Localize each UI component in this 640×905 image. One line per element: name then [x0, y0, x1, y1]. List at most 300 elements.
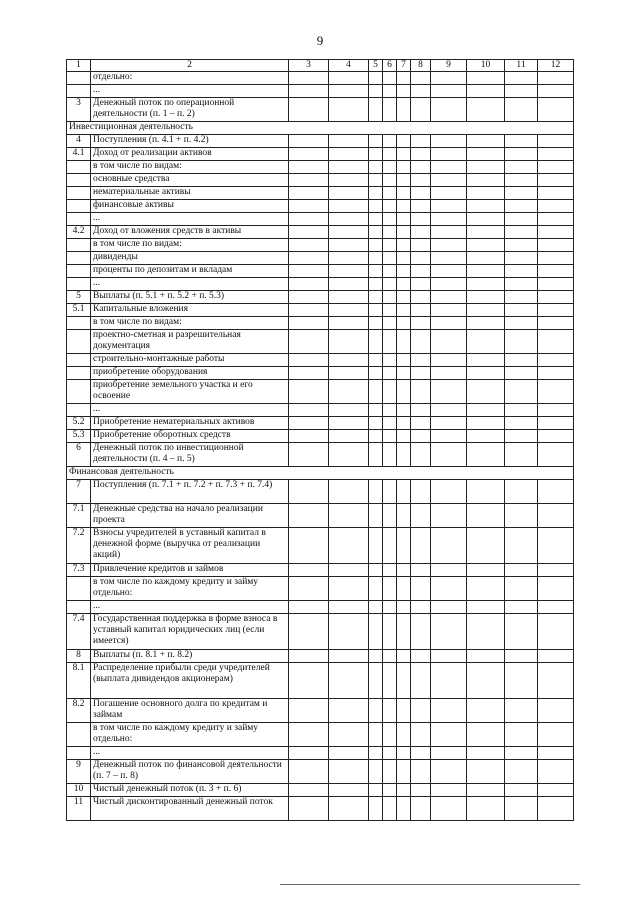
value-cell: [431, 239, 467, 252]
value-cell: [383, 504, 397, 528]
value-cell: [411, 417, 431, 430]
value-cell: [538, 577, 574, 601]
value-cell: [411, 200, 431, 213]
value-cell: [369, 601, 383, 614]
row-label: Распределение прибыли среди учредителей (выплата дивидендов акционерам): [91, 663, 289, 699]
value-cell: [467, 85, 505, 98]
value-cell: [538, 161, 574, 174]
row-label: дивиденды: [91, 252, 289, 265]
row-label: Чистый денежный поток (п. 3 + п. 6): [91, 784, 289, 797]
value-cell: [538, 213, 574, 226]
value-cell: [538, 98, 574, 122]
value-cell: [369, 161, 383, 174]
value-cell: [329, 85, 369, 98]
value-cell: [369, 747, 383, 760]
value-cell: [397, 304, 411, 317]
value-cell: [431, 380, 467, 404]
value-cell: [397, 213, 411, 226]
value-cell: [383, 213, 397, 226]
value-cell: [369, 367, 383, 380]
value-cell: [369, 443, 383, 467]
value-cell: [505, 85, 538, 98]
value-cell: [397, 443, 411, 467]
page-number: 9: [316, 33, 324, 48]
value-cell: [467, 614, 505, 650]
value-cell: [467, 760, 505, 784]
value-cell: [467, 723, 505, 747]
value-cell: [538, 174, 574, 187]
section-row: [67, 122, 574, 135]
value-cell: [397, 252, 411, 265]
value-cell: [538, 760, 574, 784]
row-number: [67, 367, 91, 380]
row-label: в том числе по каждому кредиту и займу отдельно:: [91, 577, 289, 601]
value-cell: [383, 650, 397, 663]
value-cell: [431, 252, 467, 265]
value-cell: [383, 200, 397, 213]
row-label: Государственная поддержка в форме взноса в уставный капитал юридических лиц (если имеется): [91, 614, 289, 650]
row-number: 10: [67, 784, 91, 797]
value-cell: [289, 85, 329, 98]
value-cell: [289, 278, 329, 291]
row-label: строительно-монтажные работы: [91, 354, 289, 367]
table-row: [67, 174, 574, 187]
row-label: Привлечение кредитов и займов: [91, 564, 289, 577]
value-cell: [329, 504, 369, 528]
value-cell: [383, 797, 397, 821]
value-cell: [505, 723, 538, 747]
table-row: [67, 330, 574, 354]
value-cell: [383, 148, 397, 161]
value-cell: [505, 417, 538, 430]
value-cell: [467, 663, 505, 699]
value-cell: [383, 354, 397, 367]
value-cell: [505, 291, 538, 304]
value-cell: [383, 187, 397, 200]
value-cell: [467, 443, 505, 467]
row-label: Поступления (п. 7.1 + п. 7.2 + п. 7.3 + п. 7.4): [91, 480, 289, 504]
row-label: нематериальные активы: [91, 187, 289, 200]
column-header: 8: [411, 60, 431, 72]
value-cell: [538, 265, 574, 278]
value-cell: [397, 239, 411, 252]
row-number: 7.4: [67, 614, 91, 650]
value-cell: [538, 430, 574, 443]
column-header-row: [67, 60, 574, 72]
value-cell: [467, 291, 505, 304]
value-cell: [369, 699, 383, 723]
row-label: ...: [91, 278, 289, 291]
value-cell: [397, 291, 411, 304]
value-cell: [383, 601, 397, 614]
value-cell: [289, 148, 329, 161]
value-cell: [431, 577, 467, 601]
table-row: [67, 723, 574, 747]
value-cell: [431, 760, 467, 784]
value-cell: [538, 317, 574, 330]
row-label: приобретение земельного участка и его освоение: [91, 380, 289, 404]
row-number: [67, 723, 91, 747]
table-row: [67, 278, 574, 291]
table-row: [67, 72, 574, 85]
row-label: Выплаты (п. 5.1 + п. 5.2 + п. 5.3): [91, 291, 289, 304]
value-cell: [369, 72, 383, 85]
value-cell: [397, 226, 411, 239]
value-cell: [289, 291, 329, 304]
value-cell: [431, 265, 467, 278]
value-cell: [369, 430, 383, 443]
value-cell: [289, 564, 329, 577]
value-cell: [369, 504, 383, 528]
value-cell: [505, 354, 538, 367]
row-label: Поступления (п. 4.1 + п. 4.2): [91, 135, 289, 148]
value-cell: [467, 380, 505, 404]
value-cell: [505, 135, 538, 148]
value-cell: [369, 200, 383, 213]
value-cell: [369, 650, 383, 663]
value-cell: [538, 504, 574, 528]
row-label: проценты по депозитам и вкладам: [91, 265, 289, 278]
value-cell: [411, 504, 431, 528]
value-cell: [505, 760, 538, 784]
value-cell: [505, 330, 538, 354]
row-label: Денежный поток по операционной деятельности (п. 1 – п. 2): [91, 98, 289, 122]
table-row: [67, 443, 574, 467]
table-row: [67, 528, 574, 564]
value-cell: [369, 564, 383, 577]
section-heading: Финансовая деятельность: [67, 467, 574, 480]
value-cell: [411, 239, 431, 252]
value-cell: [383, 367, 397, 380]
value-cell: [397, 699, 411, 723]
value-cell: [289, 380, 329, 404]
value-cell: [431, 784, 467, 797]
value-cell: [467, 135, 505, 148]
value-cell: [289, 650, 329, 663]
row-number: [67, 747, 91, 760]
column-header: 7: [397, 60, 411, 72]
table-row: [67, 404, 574, 417]
value-cell: [538, 784, 574, 797]
table-row: [67, 291, 574, 304]
value-cell: [431, 85, 467, 98]
value-cell: [289, 760, 329, 784]
value-cell: [467, 239, 505, 252]
value-cell: [329, 226, 369, 239]
value-cell: [467, 480, 505, 504]
value-cell: [369, 480, 383, 504]
value-cell: [467, 784, 505, 797]
value-cell: [467, 699, 505, 723]
value-cell: [329, 278, 369, 291]
value-cell: [397, 85, 411, 98]
value-cell: [505, 784, 538, 797]
table-row: [67, 601, 574, 614]
row-label: финансовые активы: [91, 200, 289, 213]
value-cell: [538, 601, 574, 614]
row-label: Доход от реализации активов: [91, 148, 289, 161]
value-cell: [411, 699, 431, 723]
value-cell: [369, 317, 383, 330]
table-body: [67, 60, 574, 821]
row-number: 5.1: [67, 304, 91, 317]
value-cell: [289, 239, 329, 252]
value-cell: [397, 528, 411, 564]
value-cell: [411, 135, 431, 148]
value-cell: [505, 98, 538, 122]
value-cell: [411, 304, 431, 317]
value-cell: [289, 98, 329, 122]
value-cell: [538, 85, 574, 98]
value-cell: [369, 354, 383, 367]
value-cell: [505, 226, 538, 239]
value-cell: [383, 226, 397, 239]
value-cell: [431, 601, 467, 614]
table-row: [67, 650, 574, 663]
table-row: [67, 98, 574, 122]
value-cell: [431, 650, 467, 663]
value-cell: [431, 304, 467, 317]
value-cell: [411, 330, 431, 354]
value-cell: [383, 480, 397, 504]
table-row: [67, 380, 574, 404]
value-cell: [467, 504, 505, 528]
value-cell: [369, 226, 383, 239]
value-cell: [467, 367, 505, 380]
value-cell: [383, 135, 397, 148]
value-cell: [383, 760, 397, 784]
value-cell: [467, 148, 505, 161]
value-cell: [467, 161, 505, 174]
value-cell: [289, 601, 329, 614]
value-cell: [369, 304, 383, 317]
row-number: 4.1: [67, 148, 91, 161]
table-row: [67, 577, 574, 601]
row-number: 7.1: [67, 504, 91, 528]
table-row: [67, 265, 574, 278]
value-cell: [411, 252, 431, 265]
value-cell: [397, 161, 411, 174]
value-cell: [397, 187, 411, 200]
value-cell: [411, 564, 431, 577]
value-cell: [329, 174, 369, 187]
value-cell: [289, 404, 329, 417]
value-cell: [329, 354, 369, 367]
value-cell: [289, 354, 329, 367]
table-row: [67, 213, 574, 226]
value-cell: [369, 135, 383, 148]
value-cell: [289, 528, 329, 564]
row-number: [67, 213, 91, 226]
value-cell: [289, 480, 329, 504]
value-cell: [289, 330, 329, 354]
value-cell: [467, 317, 505, 330]
row-label: ...: [91, 747, 289, 760]
value-cell: [431, 278, 467, 291]
value-cell: [411, 528, 431, 564]
row-number: [67, 278, 91, 291]
table-row: [67, 614, 574, 650]
value-cell: [397, 278, 411, 291]
row-number: [67, 200, 91, 213]
value-cell: [411, 213, 431, 226]
value-cell: [505, 252, 538, 265]
value-cell: [289, 304, 329, 317]
value-cell: [538, 135, 574, 148]
table-row: [67, 239, 574, 252]
table-row: [67, 317, 574, 330]
value-cell: [411, 226, 431, 239]
table-row: [67, 504, 574, 528]
value-cell: [431, 98, 467, 122]
value-cell: [397, 797, 411, 821]
row-number: [67, 239, 91, 252]
row-number: 7.3: [67, 564, 91, 577]
value-cell: [467, 747, 505, 760]
value-cell: [431, 797, 467, 821]
column-header: 12: [538, 60, 574, 72]
section-row: [67, 467, 574, 480]
value-cell: [397, 404, 411, 417]
value-cell: [289, 417, 329, 430]
value-cell: [538, 663, 574, 699]
value-cell: [329, 784, 369, 797]
row-number: [67, 380, 91, 404]
value-cell: [369, 291, 383, 304]
value-cell: [411, 430, 431, 443]
row-number: 4: [67, 135, 91, 148]
row-number: 5.3: [67, 430, 91, 443]
row-number: 8: [67, 650, 91, 663]
value-cell: [329, 443, 369, 467]
value-cell: [329, 187, 369, 200]
value-cell: [369, 577, 383, 601]
table-row: [67, 417, 574, 430]
row-number: 5: [67, 291, 91, 304]
value-cell: [431, 354, 467, 367]
value-cell: [289, 614, 329, 650]
value-cell: [329, 317, 369, 330]
value-cell: [289, 723, 329, 747]
value-cell: [505, 404, 538, 417]
value-cell: [505, 504, 538, 528]
value-cell: [467, 577, 505, 601]
row-label: Денежный поток по финансовой деятельности (п. 7 – п. 8): [91, 760, 289, 784]
value-cell: [505, 528, 538, 564]
value-cell: [467, 601, 505, 614]
row-label: проектно-сметная и разрешительная документация: [91, 330, 289, 354]
value-cell: [397, 747, 411, 760]
value-cell: [411, 72, 431, 85]
row-label: ...: [91, 601, 289, 614]
table-row: [67, 148, 574, 161]
value-cell: [505, 265, 538, 278]
table-row: [67, 564, 574, 577]
value-cell: [397, 265, 411, 278]
row-label: в том числе по видам:: [91, 317, 289, 330]
value-cell: [505, 797, 538, 821]
cash-flow-table: [66, 59, 574, 821]
column-header: 5: [369, 60, 383, 72]
value-cell: [397, 367, 411, 380]
value-cell: [538, 650, 574, 663]
value-cell: [329, 161, 369, 174]
row-label: Погашение основного долга по кредитам и займам: [91, 699, 289, 723]
value-cell: [383, 330, 397, 354]
table-row: [67, 797, 574, 821]
value-cell: [538, 480, 574, 504]
value-cell: [383, 663, 397, 699]
value-cell: [397, 480, 411, 504]
value-cell: [431, 161, 467, 174]
row-number: [67, 265, 91, 278]
value-cell: [431, 723, 467, 747]
value-cell: [329, 135, 369, 148]
table-row: [67, 354, 574, 367]
value-cell: [431, 291, 467, 304]
value-cell: [397, 417, 411, 430]
table-row: [67, 367, 574, 380]
row-label: Капитальные вложения: [91, 304, 289, 317]
row-label: Взносы учредителей в уставный капитал в денежной форме (выручка от реализации акций): [91, 528, 289, 564]
value-cell: [397, 601, 411, 614]
value-cell: [467, 200, 505, 213]
value-cell: [383, 564, 397, 577]
table-row: [67, 699, 574, 723]
value-cell: [538, 404, 574, 417]
value-cell: [467, 174, 505, 187]
value-cell: [431, 200, 467, 213]
value-cell: [329, 417, 369, 430]
row-label: основные средства: [91, 174, 289, 187]
value-cell: [383, 784, 397, 797]
value-cell: [505, 278, 538, 291]
value-cell: [467, 650, 505, 663]
value-cell: [538, 614, 574, 650]
value-cell: [329, 723, 369, 747]
value-cell: [467, 404, 505, 417]
table-row: [67, 200, 574, 213]
value-cell: [383, 85, 397, 98]
value-cell: [383, 747, 397, 760]
value-cell: [369, 278, 383, 291]
value-cell: [431, 443, 467, 467]
value-cell: [369, 239, 383, 252]
value-cell: [431, 430, 467, 443]
column-header: 10: [467, 60, 505, 72]
value-cell: [467, 354, 505, 367]
value-cell: [397, 614, 411, 650]
value-cell: [505, 148, 538, 161]
value-cell: [369, 797, 383, 821]
value-cell: [538, 72, 574, 85]
column-header: 1: [67, 60, 91, 72]
value-cell: [431, 504, 467, 528]
value-cell: [369, 174, 383, 187]
value-cell: [397, 317, 411, 330]
row-number: [67, 174, 91, 187]
value-cell: [505, 650, 538, 663]
table-row: [67, 760, 574, 784]
value-cell: [431, 317, 467, 330]
column-header: 6: [383, 60, 397, 72]
value-cell: [369, 148, 383, 161]
value-cell: [411, 161, 431, 174]
value-cell: [411, 443, 431, 467]
value-cell: [289, 200, 329, 213]
value-cell: [369, 265, 383, 278]
value-cell: [289, 187, 329, 200]
